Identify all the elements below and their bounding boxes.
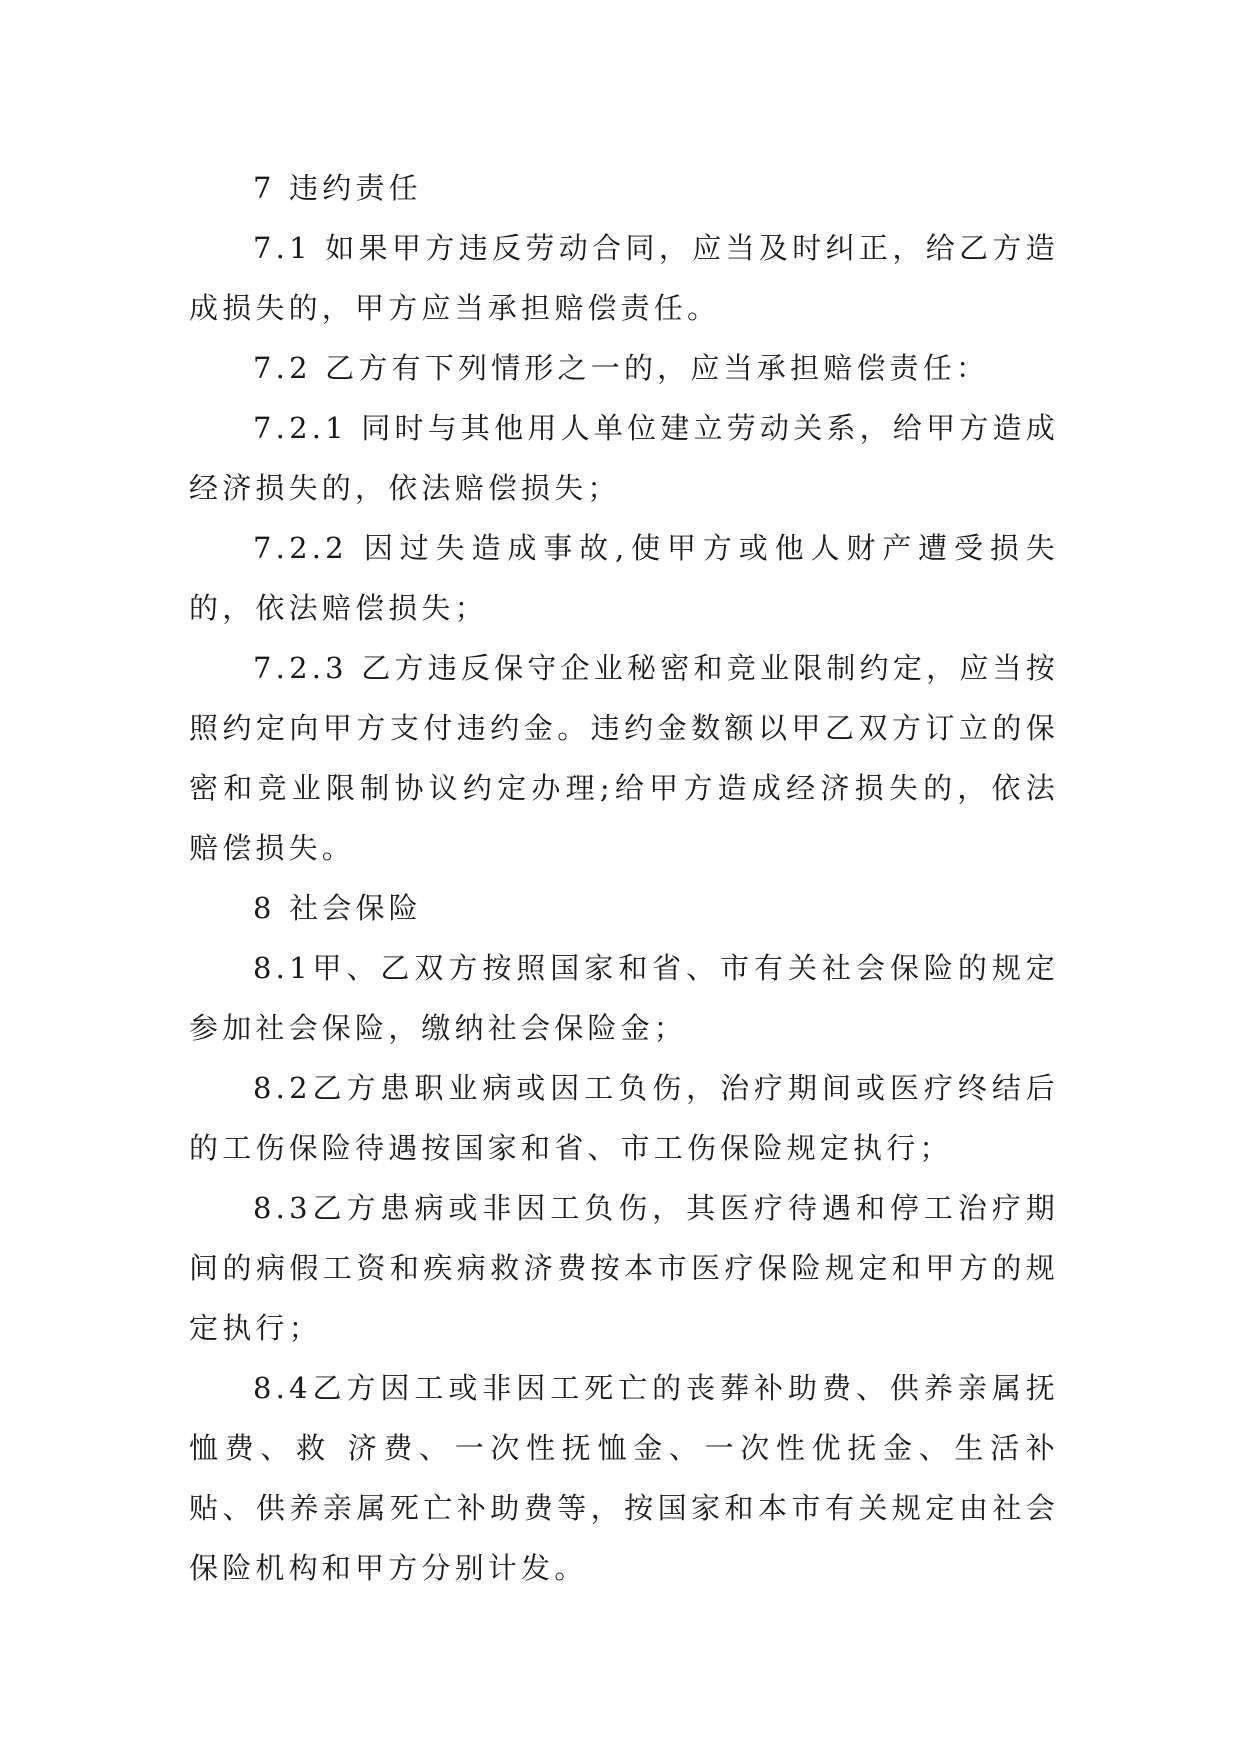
section-heading-7: 7 违约责任 (253, 171, 422, 205)
clause-8-2: 8.2乙方患职业病或因工负伤，治疗期间或医疗终结后的工伤保险待遇按国家和省、市工伤保险规定执行； (189, 1071, 1059, 1165)
clause-7-2-3: 7.2.3 乙方违反保守企业秘密和竞业限制约定，应当按照约定向甲方支付违约金。违约金数额以甲乙双方订立的保密和竞业限制协议约定办理;给甲方造成经济损失的，依法赔偿损失。 (189, 651, 1059, 865)
clause-8-1: 8.1甲、乙双方按照国家和省、市有关社会保险的规定参加社会保险，缴纳社会保险金； (189, 951, 1059, 1045)
document-body (189, 158, 1059, 1598)
clause-7-2-1: 7.2.1 同时与其他用人单位建立劳动关系，给甲方造成经济损失的，依法赔偿损失； (189, 411, 1059, 505)
clause-7-2: 7.2 乙方有下列情形之一的，应当承担赔偿责任： (253, 351, 990, 385)
section-heading-8: 8 社会保险 (253, 891, 422, 925)
clause-8-3: 8.3乙方患病或非因工负伤，其医疗待遇和停工治疗期间的病假工资和疾病救济费按本市医疗保险规定和甲方的规定执行； (189, 1191, 1059, 1345)
clause-8-4: 8.4乙方因工或非因工死亡的丧葬补助费、供养亲属抚恤费、救 济费、一次性抚恤金、一次性优抚金、生活补贴、供养亲属死亡补助费等，按国家和本市有关规定由社会保险机构和甲方分别计发。 (189, 1371, 1059, 1585)
clause-7-1: 7.1 如果甲方违反劳动合同，应当及时纠正，给乙方造成损失的，甲方应当承担赔偿责任。 (189, 231, 1059, 325)
clause-7-2-2: 7.2.2 因过失造成事故,使甲方或他人财产遭受损失的，依法赔偿损失； (189, 531, 1059, 625)
